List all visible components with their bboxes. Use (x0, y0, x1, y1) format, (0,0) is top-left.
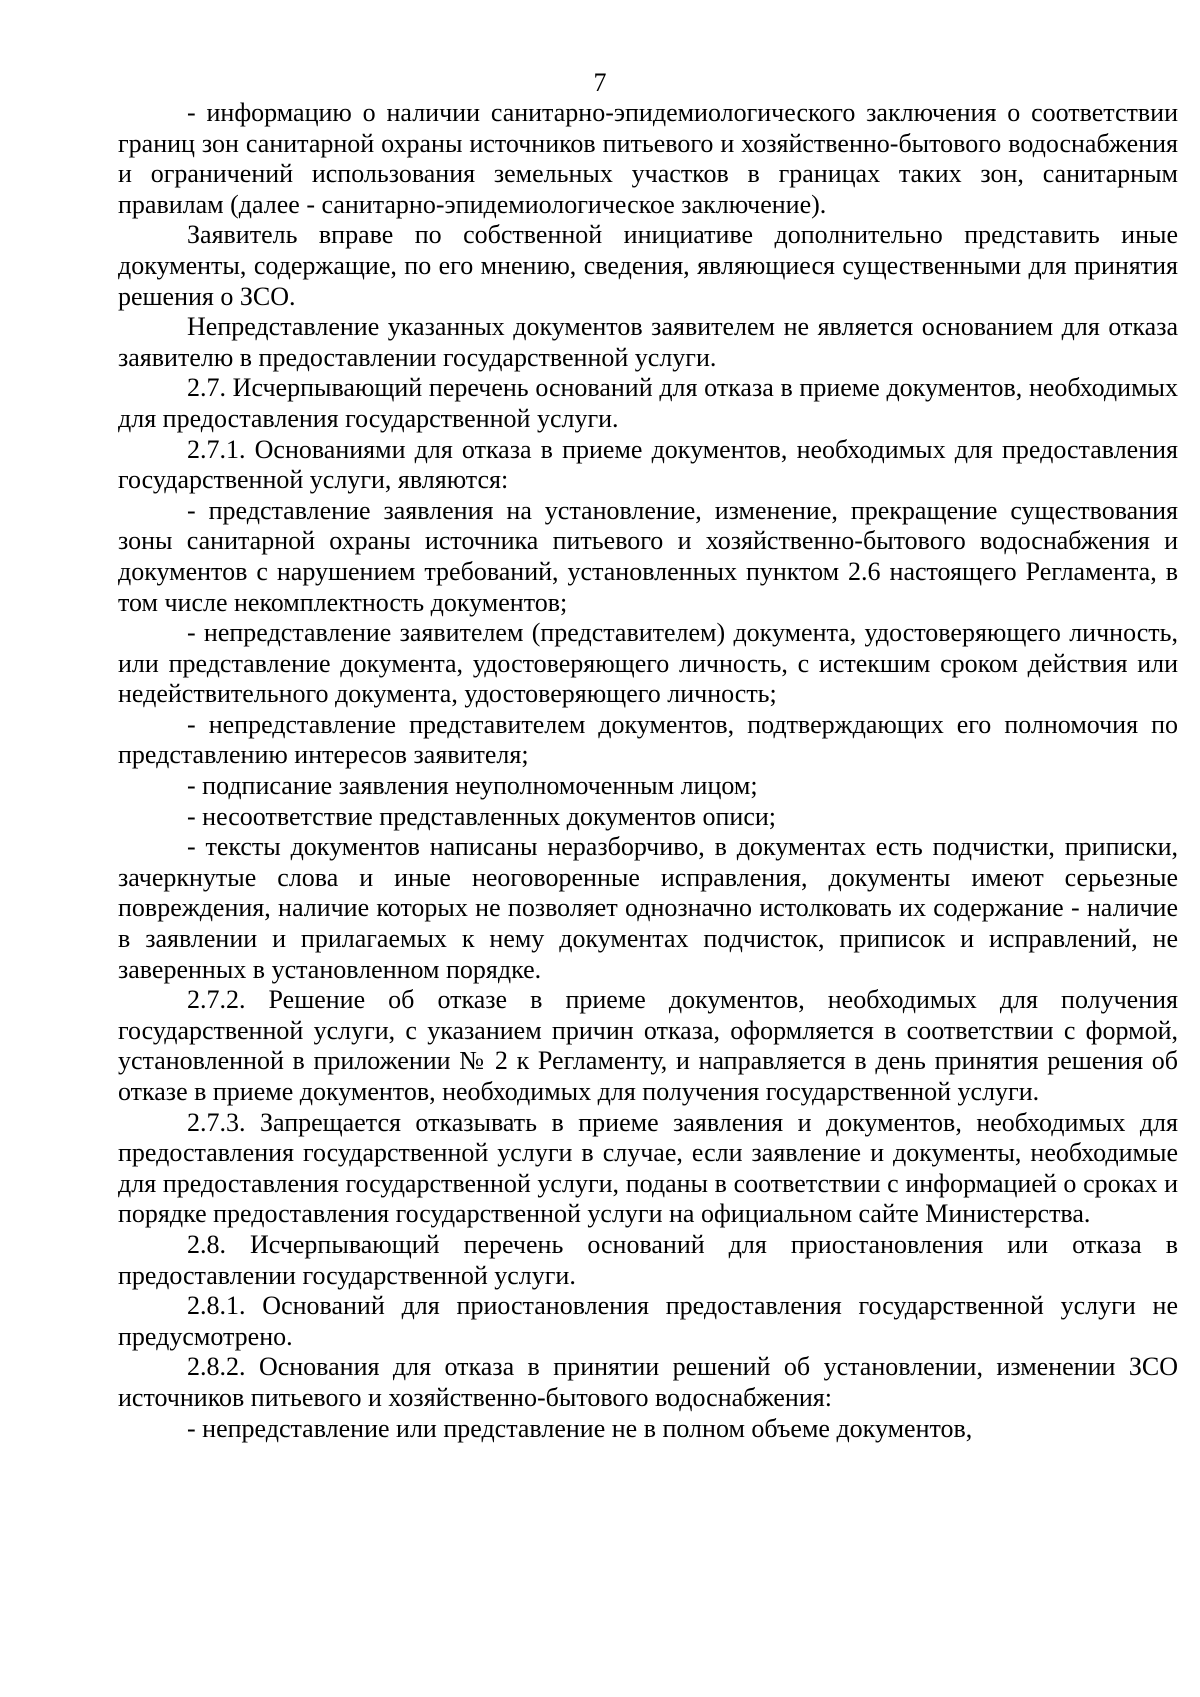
page-number: 7 (593, 68, 607, 97)
paragraph-non-submission: Непредставление указанных документов заявителем не является основанием для отказа заявителю в предоставлении государственной услуги. (118, 312, 1178, 372)
list-item-incomplete-documents: - непредставление или представление не в полном объеме документов, (187, 1413, 973, 1443)
list-item-illegible-documents: - тексты документов написаны неразборчиво, в документах есть подчистки, приписки, зачеркнутые слова и иные неоговоренные исправления, документы имеют серьезные повреждения, наличие которых не позволяет однозначно истолковать их содержание - наличие в заявлении и прилагаемых к нему документах подчисток, приписок и исправлений, не заверенных в установленном порядке. (118, 832, 1178, 984)
paragraph-applicant-right: Заявитель вправе по собственной инициативе дополнительно представить иные документы, содержащие, по его мнению, сведения, являющиеся существенными для принятия решения о ЗСО. (118, 220, 1178, 311)
section-2-8-heading: 2.8. Исчерпывающий перечень оснований для приостановления или отказа в предоставлении государственной услуги. (118, 1229, 1178, 1290)
section-2-7-3: 2.7.3. Запрещается отказывать в приеме заявления и документов, необходимых для предоставления государственной услуги в случае, если заявление и документы, необходимые для предоставления государственной услуги, поданы в соответствии с информацией о сроках и порядке предоставления государственной услуги на официальном сайте Министерства. (118, 1107, 1178, 1229)
section-2-8-1: 2.8.1. Оснований для приостановления предоставления государственной услуги не предусмотрено. (118, 1291, 1178, 1351)
document-body (118, 98, 1178, 1444)
list-item-representative-authority: - непредставление представителем документов, подтверждающих его полномочия по представлению интересов заявителя; (118, 709, 1178, 770)
list-item-unauthorized-signature: - подписание заявления неуполномоченным лицом; (187, 771, 758, 801)
list-item-inventory-mismatch: - несоответствие представленных документов описи; (187, 801, 776, 831)
section-2-7-1: 2.7.1. Основаниями для отказа в приеме документов, необходимых для предоставления государственной услуги, являются: (118, 434, 1178, 495)
section-2-8-2: 2.8.2. Основания для отказа в принятии решений об установлении, изменении ЗСО источников питьевого и хозяйственно-бытового водоснабжения: (118, 1352, 1178, 1412)
paragraph-sez-conclusion-info: - информацию о наличии санитарно-эпидемиологического заключения о соответствии границ зон санитарной охраны источников питьевого и хозяйственно-бытового водоснабжения и ограничений использования земельных участков в границах таких зон, санитарным правилам (далее - санитарно-эпидемиологическое заключение). (118, 98, 1178, 219)
list-item-application-violations: - представление заявления на установление, изменение, прекращение существования зоны санитарной охраны источника питьевого и хозяйственно-бытового водоснабжения и документов с нарушением требований, установленных пунктом 2.6 настоящего Регламента, в том числе некомплектность документов; (118, 495, 1178, 617)
list-item-identity-document: - непредставление заявителем (представителем) документа, удостоверяющего личность, или представление документа, удостоверяющего личность, с истекшим сроком действия или недействительного документа, удостоверяющего личность; (118, 618, 1178, 709)
section-2-7-heading: 2.7. Исчерпывающий перечень оснований для отказа в приеме документов, необходимых для предоставления государственной услуги. (118, 373, 1178, 433)
section-2-7-2: 2.7.2. Решение об отказе в приеме документов, необходимых для получения государственной услуги, с указанием причин отказа, оформляется в соответствии с формой, установленной в приложении № 2 к Регламенту, и направляется в день принятия решения об отказе в приеме документов, необходимых для получения государственной услуги. (118, 985, 1178, 1106)
